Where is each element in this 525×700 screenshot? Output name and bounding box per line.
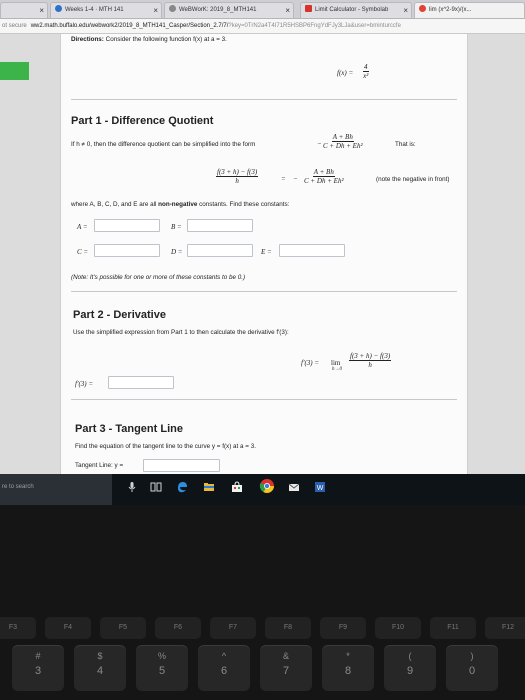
search-placeholder: re to search: [2, 484, 34, 490]
where-start: where A, B, C, D, and E are all: [71, 201, 157, 208]
derivative-lhs: f′(3) =: [301, 359, 320, 367]
directions: [71, 36, 227, 43]
microphone-icon[interactable]: [126, 481, 138, 493]
tab-google[interactable]: [414, 2, 525, 18]
form-minus: −: [317, 140, 322, 148]
file-explorer-icon[interactable]: [203, 481, 215, 493]
tangent-line-input[interactable]: [143, 459, 220, 472]
key-main-symbol: 7: [282, 665, 290, 677]
divider: [71, 399, 457, 400]
divider: [71, 291, 457, 292]
tab-label: Weeks 1-4 · MTH 141: [65, 7, 124, 13]
rhs-numerator: A + Bh: [313, 168, 334, 176]
dq-denominator: h: [235, 177, 239, 185]
address-bar[interactable]: [0, 19, 525, 34]
key-main-symbol: 6: [220, 665, 228, 677]
dq-equals: =: [281, 175, 286, 183]
close-tab-icon[interactable]: ×: [285, 6, 290, 15]
problem-card: [60, 34, 468, 474]
tab-webwork[interactable]: [164, 2, 294, 18]
chrome-taskbar-icon[interactable]: [259, 478, 275, 494]
key-main-symbol: 5: [158, 665, 166, 677]
directions-label: Directions:: [71, 36, 104, 43]
form-fraction: [323, 133, 363, 150]
number-key[interactable]: [198, 645, 250, 691]
key-main-symbol: 0: [468, 665, 476, 677]
browser-tab-bar: [0, 0, 525, 19]
key-main-symbol: 9: [406, 665, 414, 677]
symbolab-icon: [305, 5, 312, 12]
google-icon: [419, 5, 426, 12]
function-key[interactable]: F6: [155, 617, 201, 639]
key-shift-symbol: %: [157, 651, 166, 661]
function-fraction: [363, 63, 369, 80]
label-d: D =: [171, 248, 183, 256]
label-c: C =: [77, 248, 89, 256]
divider: [71, 99, 457, 100]
number-key[interactable]: [74, 645, 126, 691]
constant-d-input[interactable]: [187, 244, 253, 257]
part2-intro: Use the simplified expression from Part 1 to then calculate the derivative f′(3):: [73, 329, 289, 336]
part1-intro: If h ≠ 0, then the difference quotient can be simplified into the form: [71, 141, 256, 148]
limit-subscript: h→0: [332, 367, 342, 372]
directions-text: Consider the following function f(x) at a = 3.: [105, 36, 227, 43]
key-shift-symbol: &: [282, 651, 289, 661]
tab-blank[interactable]: [0, 2, 48, 18]
limit-denominator: h: [368, 361, 372, 369]
store-icon[interactable]: [231, 481, 243, 493]
tab-label: Limit Calculator - Symbolab: [315, 7, 389, 13]
constant-a-input[interactable]: [94, 219, 160, 232]
svg-text:W: W: [316, 485, 324, 492]
chrome-icon: [55, 5, 62, 12]
webwork-icon: [169, 5, 176, 12]
key-main-symbol: 3: [34, 665, 42, 677]
function-key[interactable]: F7: [210, 617, 256, 639]
url-text: ww2.math.buffalo.edu/webwork2/2019_8_MTH141_Casper/Section_2.7/7/: [30, 23, 229, 29]
tangent-line-label: Tangent Line: y =: [75, 462, 124, 469]
constant-c-input[interactable]: [94, 244, 160, 257]
tab-symbolab[interactable]: [300, 2, 412, 18]
edge-icon[interactable]: [176, 481, 188, 493]
derivative-input[interactable]: [108, 376, 174, 389]
rhs-denominator: C + Dh + Eh²: [304, 177, 344, 185]
form-end: That is:: [395, 141, 416, 148]
where-end: constants. Find these constants:: [199, 201, 290, 208]
constants-footnote: (Note: It's possible for one or more of these constants to be 0.): [71, 274, 246, 281]
number-key[interactable]: [136, 645, 188, 691]
mail-icon[interactable]: [288, 481, 300, 493]
number-key[interactable]: [322, 645, 374, 691]
close-tab-icon[interactable]: ×: [39, 6, 44, 15]
webpage: [0, 34, 525, 474]
function-key[interactable]: F11: [430, 617, 476, 639]
laptop-keyboard: [0, 505, 525, 700]
tab-label: WeBWorK: 2019_8_MTH141: [179, 7, 257, 13]
number-key[interactable]: [12, 645, 64, 691]
function-key[interactable]: F8: [265, 617, 311, 639]
taskbar: [0, 474, 525, 505]
close-tab-icon[interactable]: ×: [403, 6, 408, 15]
constant-e-input[interactable]: [279, 244, 345, 257]
form-denominator: C + Dh + Eh²: [323, 142, 363, 150]
function-key[interactable]: F4: [45, 617, 91, 639]
part3-intro: Find the equation of the tangent line to the curve y = f(x) at a = 3.: [75, 443, 256, 450]
close-tab-icon[interactable]: ×: [153, 6, 158, 15]
label-a: A =: [77, 223, 88, 231]
where-bold: non-negative: [158, 201, 198, 208]
status-indicator: [0, 62, 29, 80]
limit-symbol: lim: [331, 359, 341, 367]
function-key[interactable]: F3: [0, 617, 36, 639]
number-key[interactable]: [384, 645, 436, 691]
security-indicator[interactable]: ot secure: [2, 23, 27, 29]
function-key[interactable]: F12: [485, 617, 525, 639]
key-shift-symbol: #: [35, 651, 41, 661]
label-e: E =: [261, 248, 272, 256]
function-key[interactable]: F9: [320, 617, 366, 639]
key-shift-symbol: ^: [221, 651, 227, 661]
function-key[interactable]: F10: [375, 617, 421, 639]
key-shift-symbol: ): [470, 651, 474, 661]
tab-label: lim (x^2-9x)/(x...: [429, 7, 472, 13]
key-main-symbol: 4: [96, 665, 104, 677]
derivative-answer-label: f′(3) =: [75, 380, 94, 388]
function-key[interactable]: F5: [100, 617, 146, 639]
dq-rhs-fraction: [304, 168, 344, 185]
part3-title: Part 3 - Tangent Line: [75, 423, 183, 435]
key-shift-symbol: $: [97, 651, 103, 661]
limit-fraction: [349, 352, 391, 369]
dq-note: (note the negative in front): [376, 176, 450, 183]
difference-quotient: [216, 168, 258, 185]
part1-title: Part 1 - Difference Quotient: [71, 115, 214, 127]
constants-instruction: [71, 201, 289, 208]
constant-b-input[interactable]: [187, 219, 253, 232]
key-main-symbol: 8: [344, 665, 352, 677]
dq-numerator: f(3 + h) − f(3): [217, 168, 258, 176]
number-key[interactable]: [260, 645, 312, 691]
task-view-icon[interactable]: [150, 481, 162, 493]
dq-minus: −: [293, 175, 298, 183]
form-numerator: A + Bh: [332, 133, 353, 141]
function-lhs: f(x) =: [337, 69, 354, 77]
key-shift-symbol: (: [408, 651, 412, 661]
function-numerator: 4: [364, 63, 368, 71]
taskbar-search[interactable]: [0, 474, 112, 505]
tab-weeks[interactable]: [50, 2, 162, 18]
function-denominator: x²: [363, 72, 369, 80]
url-query: ?key=0TrN2a4T4I71R5HSBP6FngYdFJy3LJa&user=bminturccfe: [228, 23, 401, 29]
limit-numerator: f(3 + h) − f(3): [350, 352, 391, 360]
key-shift-symbol: *: [346, 651, 350, 661]
number-key[interactable]: [446, 645, 498, 691]
part2-title: Part 2 - Derivative: [73, 309, 166, 321]
word-icon[interactable]: [314, 481, 326, 493]
label-b: B =: [171, 223, 182, 231]
